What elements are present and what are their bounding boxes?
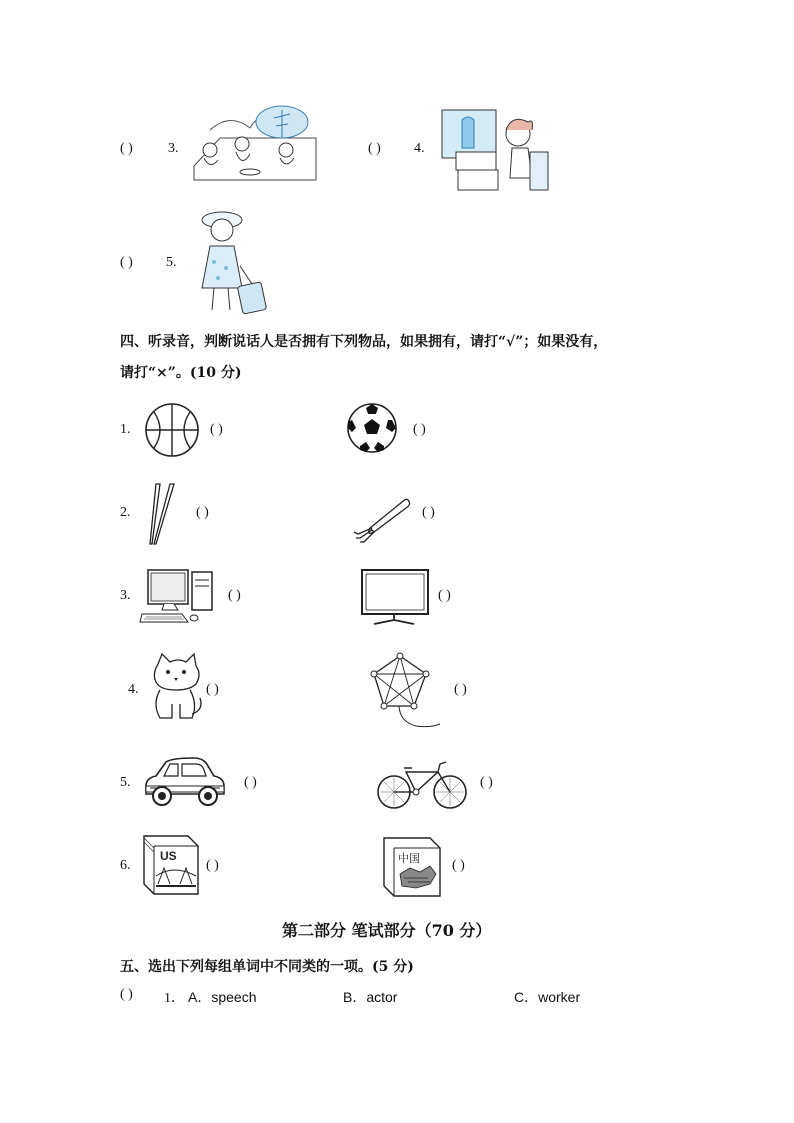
- section-4-title-line2: 请打“×”。(10 分): [120, 365, 242, 381]
- answer-paren-4-right[interactable]: ( ): [454, 682, 467, 697]
- fork-icon: [352, 496, 412, 544]
- answer-paren-3[interactable]: ( ): [120, 141, 133, 156]
- part-2-title: 第二部分 笔试部分（70 分）: [282, 921, 492, 940]
- option-c[interactable]: C．worker: [514, 989, 581, 1005]
- row-number-1: 1.: [120, 422, 131, 437]
- us-book-label: US: [160, 849, 177, 863]
- answer-paren-2-right[interactable]: ( ): [422, 505, 435, 520]
- answer-paren-2-left[interactable]: ( ): [196, 505, 209, 520]
- answer-paren-6-left[interactable]: ( ): [206, 858, 219, 873]
- china-book-icon: [380, 834, 444, 900]
- computer-icon: [138, 568, 218, 624]
- girl-with-suitcase-picture: [196, 206, 278, 316]
- option-b[interactable]: B．actor: [343, 989, 398, 1005]
- section-5-title: 五、选出下列每组单词中不同类的一项。(5 分): [120, 959, 414, 975]
- bicycle-icon: [376, 758, 468, 812]
- picnic-picture: [190, 100, 320, 184]
- answer-paren-6-right[interactable]: ( ): [452, 858, 465, 873]
- answer-paren-5-right[interactable]: ( ): [480, 775, 493, 790]
- row-number-2: 2.: [120, 505, 131, 520]
- row-number-4: 4.: [128, 682, 139, 697]
- answer-paren-4[interactable]: ( ): [368, 141, 381, 156]
- tv-watching-picture: [436, 108, 552, 192]
- row-number-3: 3.: [120, 588, 131, 603]
- basketball-icon: [144, 402, 200, 458]
- chopsticks-icon: [146, 482, 186, 546]
- answer-paren-1-left[interactable]: ( ): [210, 422, 223, 437]
- china-book-label: 中国: [398, 852, 420, 865]
- answer-paren-5[interactable]: ( ): [120, 255, 133, 270]
- question-number-4: 4.: [414, 141, 425, 156]
- row-number-6: 6.: [120, 858, 131, 873]
- answer-paren-1-right[interactable]: ( ): [413, 422, 426, 437]
- question-number-5: 5.: [166, 255, 177, 270]
- answer-paren-5-left[interactable]: ( ): [244, 775, 257, 790]
- option-a[interactable]: A．speech: [188, 989, 257, 1005]
- s5-question-number-1: 1．: [164, 991, 185, 1006]
- tv-icon: [360, 568, 430, 630]
- us-book-icon: [140, 832, 202, 898]
- question-number-3: 3.: [168, 141, 179, 156]
- section-4-title: 四、听录音，判断说话人是否拥有下列物品，如果拥有，请打“√”；如果没有，: [120, 334, 608, 350]
- answer-paren-s5-1[interactable]: ( ): [120, 987, 133, 1002]
- soccer-ball-icon: [346, 402, 398, 454]
- row-number-5: 5.: [120, 775, 131, 790]
- kite-icon: [370, 654, 444, 730]
- car-icon: [142, 756, 228, 806]
- cat-icon: [150, 654, 206, 722]
- answer-paren-3-right[interactable]: ( ): [438, 588, 451, 603]
- answer-paren-3-left[interactable]: ( ): [228, 588, 241, 603]
- answer-paren-4-left[interactable]: ( ): [206, 682, 219, 697]
